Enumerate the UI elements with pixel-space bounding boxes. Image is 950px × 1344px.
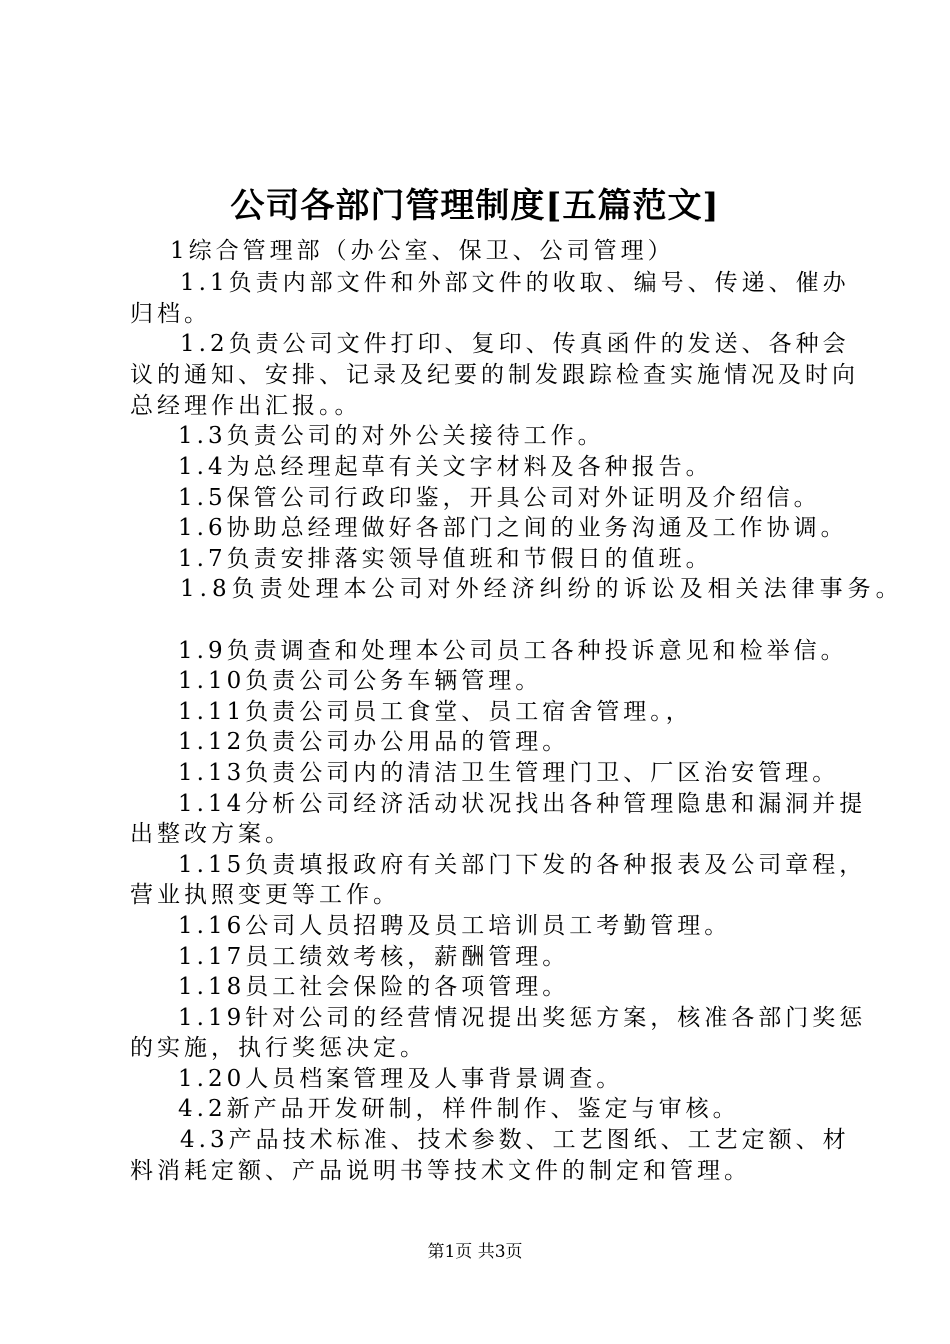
paragraph-line: 总经理作出汇报。。	[130, 393, 362, 419]
paragraph-line: 料消耗定额、产品说明书等技术文件的制定和管理。	[130, 1158, 751, 1184]
paragraph-line: 1.4为总经理起草有关文字材料及各种报告。	[178, 454, 713, 480]
paragraph-line: 1.8负责处理本公司对外经济纠纷的诉讼及相关法律事务。	[180, 576, 904, 602]
paragraph-line: 1.2负责公司文件打印、复印、传真函件的发送、各种会	[180, 331, 850, 357]
paragraph-line: 1.20人员档案管理及人事背景调查。	[178, 1066, 624, 1092]
paragraph-line: 1.13负责公司内的清洁卫生管理门卫、厂区治安管理。	[178, 760, 840, 786]
paragraph-line: 1.7负责安排落实领导值班和节假日的值班。	[178, 546, 713, 572]
paragraph-line: 1.9负责调查和处理本公司员工各种投诉意见和检举信。	[178, 638, 848, 664]
paragraph-line: 1.12负责公司办公用品的管理。	[178, 729, 570, 755]
paragraph-line: 1.14分析公司经济活动状况找出各种管理隐患和漏洞并提	[178, 791, 867, 817]
paragraph-line: 4.3产品技术标准、技术参数、工艺图纸、工艺定额、材	[180, 1127, 850, 1153]
paragraph-line: 1.6协助总经理做好各部门之间的业务沟通及工作协调。	[178, 515, 848, 541]
paragraph-line: 归档。	[130, 301, 211, 327]
paragraph-line: 1.3负责公司的对外公关接待工作。	[178, 423, 605, 449]
paragraph-line: 1.15负责填报政府有关部门下发的各种报表及公司章程，	[178, 852, 867, 878]
paragraph-line: 1.19针对公司的经营情况提出奖惩方案，核准各部门奖惩	[178, 1005, 867, 1031]
paragraph-line: 的实施，执行奖惩决定。	[130, 1035, 427, 1061]
paragraph-line: 议的通知、安排、记录及纪要的制发跟踪检查实施情况及时向	[130, 362, 859, 388]
paragraph-line: 4.2新产品开发研制，样件制作、鉴定与审核。	[178, 1096, 740, 1122]
paragraph-line: 出整改方案。	[130, 821, 292, 847]
paragraph-line: 1.18员工社会保险的各项管理。	[178, 974, 570, 1000]
paragraph-line: 营业执照变更等工作。	[130, 882, 400, 908]
section-heading: 1综合管理部（办公室、保卫、公司管理）	[170, 238, 675, 264]
paragraph-line: 1.16公司人员招聘及员工培训员工考勤管理。	[178, 913, 732, 939]
paragraph-line: 1.1负责内部文件和外部文件的收取、编号、传递、催办	[180, 270, 850, 296]
page-number-footer: 第1页 共3页	[427, 1242, 523, 1262]
paragraph-line: 1.10负责公司公务车辆管理。	[178, 668, 543, 694]
paragraph-line: 1.11负责公司员工食堂、员工宿舍管理。，	[178, 699, 693, 725]
paragraph-line: 1.17员工绩效考核，薪酬管理。	[178, 944, 570, 970]
paragraph-line: 1.5保管公司行政印鉴，开具公司对外证明及介绍信。	[178, 485, 821, 511]
page-title: 公司各部门管理制度[五篇范文]	[230, 186, 720, 226]
